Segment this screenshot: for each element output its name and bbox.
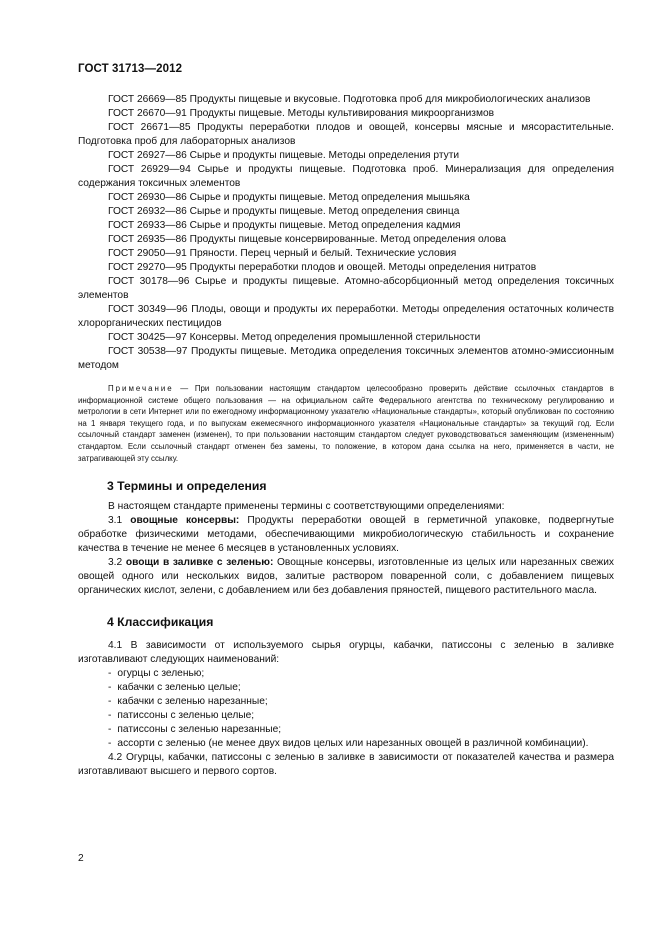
reference-item: ГОСТ 26935—86 Продукты пищевые консервированные. Метод определения олова — [108, 234, 507, 245]
reference-item: ГОСТ 29050—91 Пряности. Перец черный и белый. Технические условия — [108, 248, 457, 259]
reference-item: ГОСТ 26929—94 Сырье и продукты пищевые. Подготовка проб. Минерализация для определения содержания токсичных элементов — [78, 164, 614, 189]
reference-item: ГОСТ 30349—96 Плоды, овощи и продукты их переработки. Методы определения остаточных количеств хлорорганических пестицидов — [78, 304, 614, 329]
list-item: - патиссоны с зеленью нарезанные; — [108, 724, 282, 736]
reference-item: ГОСТ 26671—85 Продукты переработки плодов и овощей, консервы мясные и мясорастительные. Подготовка проб для лабораторных анализов — [78, 122, 614, 147]
term-number: 3.1 — [108, 515, 131, 527]
note-text: — При пользовании настоящим стандартом целесообразно проверить действие ссылочных стандартов в информационной системе общего пользования — на официальном сайте Федерального агентства по техническому регулированию и метрологии в сети Интернет или по ежегодному информационному указателю «Национальные стандарты», который опубликован по состоянию на 1 января текущего года, и по выпускам ежемесячного информационного указателя «Национальные стандарты» за текущий год. Если ссылочный стандарт заменен (изменен), то при пользовании настоящим стандартом следует руководствоваться заменяющим (измененным) стандартом. Если ссылочный стандарт отменен без замены, то положение, в котором дана ссылка на него, применяется в части, не затрагивающей эту ссылку. — [78, 384, 614, 463]
document-body — [78, 93, 614, 779]
list-item: - огурцы с зеленью; — [108, 668, 205, 680]
term-3-2 — [78, 556, 614, 598]
clause-4-1: 4.1 В зависимости от используемого сырья огурцы, кабачки, патиссоны с зеленью в заливке изготавливают следующих наименований: — [78, 640, 614, 666]
normative-references — [78, 93, 614, 373]
section-3-title: 3 Термины и определения — [107, 479, 267, 494]
list-item: - патиссоны с зеленью целые; — [108, 710, 255, 722]
reference-item: ГОСТ 26670—91 Продукты пищевые. Методы культивирования микроорганизмов — [108, 108, 495, 119]
reference-item: ГОСТ 30425—97 Консервы. Метод определения промышленной стерильности — [108, 332, 481, 343]
term-name: овощи в заливке с зеленью: — [125, 557, 274, 569]
document-header: ГОСТ 31713—2012 — [78, 63, 183, 75]
term-definition: Овощные консервы, изготовленные из целых или нарезанных свежих овощей одного или нескольких видов, залитые раствором поваренной соли, с добавлением пищевых органических кислот, зелени, с добавлением или без добавления пряностей, пищевого растительного масла. — [78, 557, 614, 597]
product-name-list — [78, 667, 614, 751]
term-number: 3.2 — [108, 557, 126, 569]
note-label: Примечание — [108, 384, 174, 393]
section-4-title: 4 Классификация — [107, 615, 214, 630]
list-item: - кабачки с зеленью целые; — [108, 682, 241, 694]
reference-item: ГОСТ 29270—95 Продукты переработки плодов и овощей. Методы определения нитратов — [108, 262, 537, 273]
term-definition: Продукты переработки овощей в герметичной упаковке, подвергнутые обработке физическими методами, обеспечивающими микробиологическую стабильность и сохранение качества в течение не менее 6 месяцев в установленных условиях. — [78, 515, 615, 555]
reference-item: ГОСТ 30538—97 Продукты пищевые. Методика определения токсичных элементов атомно-эмиссионным методом — [78, 346, 614, 371]
section-3-intro: В настоящем стандарте применены термины с соответствующими определениями: — [108, 501, 505, 513]
reference-item: ГОСТ 26930—86 Сырье и продукты пищевые. Метод определения мышьяка — [108, 192, 470, 203]
list-item: - ассорти с зеленью (не менее двух видов целых или нарезанных овощей в различной комбинации). — [108, 738, 589, 750]
reference-item: ГОСТ 26933—86 Сырье и продукты пищевые. Метод определения кадмия — [108, 220, 461, 231]
reference-item: ГОСТ 26669—85 Продукты пищевые и вкусовые. Подготовка проб для микробиологических анализов — [108, 94, 591, 105]
list-item: - кабачки с зеленью нарезанные; — [108, 696, 268, 708]
term-3-1 — [78, 514, 614, 556]
term-name: овощные консервы: — [130, 515, 240, 527]
clause-4-2: 4.2 Огурцы, кабачки, патиссоны с зеленью в заливке в зависимости от показателей качества и размера изготавливают высшего и первого сортов. — [78, 752, 614, 778]
note-block — [78, 383, 614, 464]
page-number: 2 — [78, 853, 84, 864]
reference-item: ГОСТ 26932—86 Сырье и продукты пищевые. Метод определения свинца — [108, 206, 460, 217]
reference-item: ГОСТ 26927—86 Сырье и продукты пищевые. Методы определения ртути — [108, 150, 460, 161]
reference-item: ГОСТ 30178—96 Сырье и продукты пищевые. Атомно-абсорбционный метод определения токсичных элементов — [78, 276, 614, 301]
